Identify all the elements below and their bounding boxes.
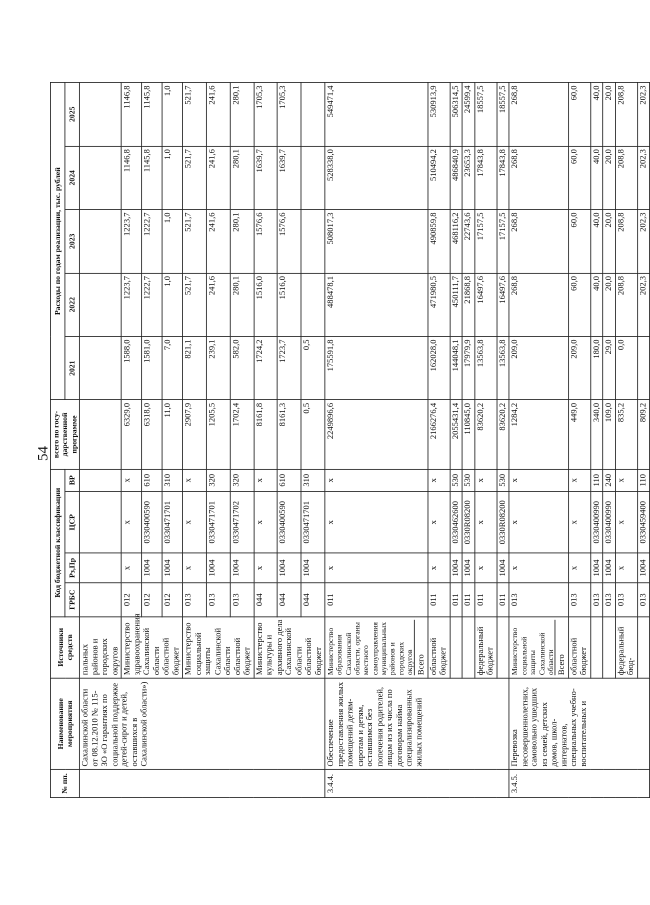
cell-rzpr: х bbox=[254, 553, 278, 583]
cell-year-2024: 20,0 bbox=[603, 146, 615, 209]
cell-rzpr: 1004 bbox=[591, 553, 603, 583]
cell-year-2023: 490859,8 bbox=[428, 210, 450, 273]
cell-year-2022: 1516,0 bbox=[254, 273, 278, 336]
cell-grbs: 013 bbox=[603, 583, 615, 617]
cell-csr: 0330400990 bbox=[603, 491, 615, 553]
cell-rzpr: х bbox=[183, 553, 207, 583]
cell-csr: 0330471702 bbox=[230, 491, 254, 553]
cell-rzpr: 1004 bbox=[162, 553, 182, 583]
cell-year-2021: 7,0 bbox=[162, 336, 182, 399]
cell-vr: 110 bbox=[591, 469, 603, 491]
cell-source bbox=[450, 616, 462, 678]
cell-source: Министерство образования Сахалинской области, органы местного самоуправления муниципальных районов и городских округов Всего bbox=[325, 616, 428, 678]
agency-label: Министерство культуры и архивного дела Сахалинской области bbox=[254, 619, 304, 676]
table-row bbox=[325, 82, 428, 797]
cell-vr: х bbox=[121, 469, 141, 491]
cell-year-2025: 1,0 bbox=[162, 82, 182, 146]
cell-year-2025: 1705,3 bbox=[277, 82, 301, 146]
source-label: областной бюджет bbox=[232, 637, 253, 676]
cell-year-2022: 521,7 bbox=[183, 273, 207, 336]
cell-csr: 0330459400 bbox=[637, 491, 649, 553]
cell-year-2021: 13563,8 bbox=[497, 336, 509, 399]
cell-rzpr: 1004 bbox=[230, 553, 254, 583]
cell-year-2022: 280,1 bbox=[230, 273, 254, 336]
cell-year-2025: 268,8 bbox=[509, 82, 568, 146]
cell-year-2021 bbox=[637, 336, 649, 399]
cell-year-2022: 16497,6 bbox=[475, 273, 497, 336]
cell-year-2025: 280,1 bbox=[230, 82, 254, 146]
cell-year-2023: 1,0 bbox=[162, 210, 182, 273]
cell-year-2021: 1723,7 bbox=[277, 336, 301, 399]
measure-name: Перевозка несовершеннолетних, самовольно ушедших из семей, детских домов, школ-интернатов, специальных учебно-воспитательных и bbox=[510, 687, 589, 767]
cell-vr: 320 bbox=[230, 469, 254, 491]
cell-year-2021: 239,1 bbox=[206, 336, 230, 399]
cell-year-2024: 23653,3 bbox=[462, 146, 474, 209]
cell-source bbox=[462, 616, 474, 678]
cell-grbs: 012 bbox=[162, 583, 182, 617]
cell-year-2023: 268,8 bbox=[509, 210, 568, 273]
header-2021: 2021 bbox=[65, 336, 80, 399]
header-source: Источники средств bbox=[50, 616, 79, 678]
header-total: всего по госу-дарственной программе bbox=[50, 400, 79, 469]
cell-vr: 530 bbox=[462, 469, 474, 491]
cell-year-2022 bbox=[301, 273, 325, 336]
cell-year-2023: 468116,2 bbox=[450, 210, 462, 273]
cell-rzpr: 1004 bbox=[603, 553, 615, 583]
cell-year-2025: 18557,5 bbox=[475, 82, 497, 146]
cell-vr: х bbox=[325, 469, 428, 491]
cell-rzpr: 1004 bbox=[497, 553, 509, 583]
cell-total: 2249896,6 bbox=[325, 400, 428, 469]
cell-rzpr: х bbox=[568, 553, 590, 583]
cell-year-2022: 60,0 bbox=[568, 273, 590, 336]
cell-year-2022: 40,0 bbox=[591, 273, 603, 336]
cell-empty bbox=[79, 583, 121, 617]
cell-year-2025: 20,0 bbox=[603, 82, 615, 146]
cell-vr: 110 bbox=[637, 469, 649, 491]
header-vr: ВР bbox=[65, 469, 80, 491]
cell-year-2025: 60,0 bbox=[568, 82, 590, 146]
cell-year-2021: 1588,0 bbox=[121, 336, 141, 399]
cell-year-2025: 241,6 bbox=[206, 82, 230, 146]
cell-total: 1284,2 bbox=[509, 400, 568, 469]
cell-source bbox=[183, 616, 254, 678]
cell-year-2023: 1223,7 bbox=[121, 210, 141, 273]
cell-year-2021: 582,0 bbox=[230, 336, 254, 399]
cell-num bbox=[79, 770, 324, 798]
cell-total: 0,5 bbox=[301, 400, 325, 469]
cell-total: 6329,0 bbox=[121, 400, 141, 469]
cell-csr: 0330471701 bbox=[301, 491, 325, 553]
cell-year-2024: 241,6 bbox=[206, 146, 230, 209]
header-grbs: ГРБС bbox=[65, 583, 80, 617]
cell-year-2021: 0,0 bbox=[615, 336, 637, 399]
cell-year-2023: 22743,6 bbox=[462, 210, 474, 273]
cell-grbs: 013 bbox=[615, 583, 637, 617]
cell-rzpr: 1004 bbox=[142, 553, 162, 583]
cell-year-2023: 40,0 bbox=[591, 210, 603, 273]
cell-year-2023: 20,0 bbox=[603, 210, 615, 273]
cell-year-2022: 202,3 bbox=[637, 273, 649, 336]
cell-grbs: 011 bbox=[462, 583, 474, 617]
cell-year-2021: 162028,0 bbox=[428, 336, 450, 399]
cell-year-2022: 471980,5 bbox=[428, 273, 450, 336]
cell-year-2021: 0,5 bbox=[301, 336, 325, 399]
cell-year-2025: 40,0 bbox=[591, 82, 603, 146]
cell-num: 3.4.5. bbox=[509, 770, 649, 798]
cell-csr: х bbox=[325, 491, 428, 553]
cell-empty bbox=[79, 469, 121, 491]
cell-total: 83620,2 bbox=[475, 400, 497, 469]
cell-source: областной бюджет bbox=[568, 616, 590, 678]
header-csr: ЦСР bbox=[65, 491, 80, 553]
cell-rzpr: х bbox=[121, 553, 141, 583]
cell-grbs: 012 bbox=[142, 583, 162, 617]
cell-year-2022: 488478,1 bbox=[325, 273, 428, 336]
cell-total: 1702,4 bbox=[230, 400, 254, 469]
cell-empty bbox=[79, 273, 121, 336]
cell-vr: 310 bbox=[162, 469, 182, 491]
cell-year-2023 bbox=[301, 210, 325, 273]
cell-total: 809,2 bbox=[637, 400, 649, 469]
cell-year-2023: 202,3 bbox=[637, 210, 649, 273]
cell-csr: х bbox=[568, 491, 590, 553]
cell-vr: 320 bbox=[206, 469, 230, 491]
cell-grbs: 011 bbox=[428, 583, 450, 617]
cell-source bbox=[121, 613, 182, 678]
cell-year-2025: 506314,5 bbox=[450, 82, 462, 146]
cell-year-2024: 268,8 bbox=[509, 146, 568, 209]
cell-total: 2166276,4 bbox=[428, 400, 450, 469]
cell-source bbox=[497, 616, 509, 678]
cell-year-2024: 60,0 bbox=[568, 146, 590, 209]
agency-label: Министерство образования Сахалинской области, органы местного самоуправления муниципальных районов и городских округов bbox=[326, 619, 415, 675]
cell-year-2025: 1146,8 bbox=[121, 82, 141, 146]
cell-rzpr: х bbox=[615, 553, 637, 583]
cell-year-2023: 1222,7 bbox=[142, 210, 162, 273]
cell-year-2023: 241,6 bbox=[206, 210, 230, 273]
cell-year-2022: 241,6 bbox=[206, 273, 230, 336]
rotated-table-sheet bbox=[50, 82, 649, 798]
cell-year-2023: 1576,6 bbox=[277, 210, 301, 273]
cell-year-2024: 202,3 bbox=[637, 146, 649, 209]
cell-grbs: 013 bbox=[568, 583, 590, 617]
cell-total: 6318,0 bbox=[142, 400, 162, 469]
cell-total: 1205,5 bbox=[206, 400, 230, 469]
cell-grbs: 044 bbox=[277, 583, 301, 617]
cell-csr: 0330400990 bbox=[591, 491, 603, 553]
cell-year-2021: 209,0 bbox=[568, 336, 590, 399]
cell-year-2022: 16497,6 bbox=[497, 273, 509, 336]
cell-year-2022: 1516,0 bbox=[277, 273, 301, 336]
cell-grbs: 013 bbox=[509, 583, 568, 617]
cell-name bbox=[509, 678, 649, 769]
header-2022: 2022 bbox=[65, 273, 80, 336]
cell-source: федеральный бюд- bbox=[615, 616, 637, 678]
cell-csr: 0330471701 bbox=[162, 491, 182, 553]
cell-year-2023: 60,0 bbox=[568, 210, 590, 273]
cell-year-2025: 1705,3 bbox=[254, 82, 278, 146]
cell-rzpr: х bbox=[325, 553, 428, 583]
cell-year-2023: 1576,6 bbox=[254, 210, 278, 273]
cell-vr: 310 bbox=[301, 469, 325, 491]
cell-empty bbox=[79, 553, 121, 583]
cell-rzpr: 1004 bbox=[450, 553, 462, 583]
cell-vr: 530 bbox=[497, 469, 509, 491]
cell-year-2025: 549471,4 bbox=[325, 82, 428, 146]
cell-year-2023: 508017,3 bbox=[325, 210, 428, 273]
page-number: 54 bbox=[35, 446, 52, 461]
cell-year-2023: 208,8 bbox=[615, 210, 637, 273]
cell-num: 3.4.4. bbox=[325, 770, 509, 798]
cell-empty bbox=[79, 210, 121, 273]
cell-year-2022: 450111,7 bbox=[450, 273, 462, 336]
cell-rzpr: х bbox=[428, 553, 450, 583]
cell-year-2024: 17843,8 bbox=[497, 146, 509, 209]
cell-year-2021: 821,1 bbox=[183, 336, 207, 399]
cell-year-2025: 18557,5 bbox=[497, 82, 509, 146]
table-body bbox=[79, 82, 649, 797]
cell-source: пальных районов и городских округов bbox=[79, 616, 121, 678]
cell-year-2024: 1145,8 bbox=[142, 146, 162, 209]
cell-rzpr: 1004 bbox=[301, 553, 325, 583]
cell-vr: 610 bbox=[277, 469, 301, 491]
cell-empty bbox=[79, 146, 121, 209]
cell-source bbox=[637, 616, 649, 678]
cell-total: 2055431,4 bbox=[450, 400, 462, 469]
cell-year-2022: 268,8 bbox=[509, 273, 568, 336]
cell-year-2024: 40,0 bbox=[591, 146, 603, 209]
cell-empty bbox=[79, 336, 121, 399]
header-2024: 2024 bbox=[65, 146, 80, 209]
cell-rzpr: 1004 bbox=[277, 553, 301, 583]
cell-year-2023: 280,1 bbox=[230, 210, 254, 273]
cell-year-2023: 17157,5 bbox=[475, 210, 497, 273]
cell-vr: х bbox=[254, 469, 278, 491]
cell-empty bbox=[79, 400, 121, 469]
cell-year-2021: 1724,2 bbox=[254, 336, 278, 399]
cell-empty bbox=[79, 82, 121, 146]
cell-name: Сахалинской области от 08.12.2010 № 115-ЗО «О гарантиях по социальной поддержке детей-сирот и детей, оставшихся в Сахалинской области») bbox=[79, 678, 324, 769]
cell-source bbox=[591, 616, 603, 678]
cell-year-2024: 17843,8 bbox=[475, 146, 497, 209]
cell-total: 340,0 bbox=[591, 400, 603, 469]
header-row-1 bbox=[50, 82, 65, 797]
cell-csr: х bbox=[254, 491, 278, 553]
cell-vr: 530 bbox=[450, 469, 462, 491]
cell-year-2024: 1,0 bbox=[162, 146, 182, 209]
cell-year-2025: 1145,8 bbox=[142, 82, 162, 146]
cell-source bbox=[254, 616, 325, 678]
cell-year-2024: 280,1 bbox=[230, 146, 254, 209]
cell-grbs: 011 bbox=[497, 583, 509, 617]
cell-csr: х bbox=[183, 491, 207, 553]
cell-vr: х bbox=[475, 469, 497, 491]
cell-year-2021: 209,0 bbox=[509, 336, 568, 399]
cell-grbs: 013 bbox=[591, 583, 603, 617]
agency-label: Министерство социальной защиты Сахалинской области bbox=[183, 622, 233, 676]
cell-year-2024: 1639,7 bbox=[277, 146, 301, 209]
budget-table bbox=[50, 82, 650, 798]
cell-grbs: 013 bbox=[206, 583, 230, 617]
source-label: областной бюджет bbox=[161, 637, 181, 676]
agency-label: Министерство здравоохранения Сахалинской области bbox=[122, 613, 162, 676]
cell-year-2022: 1223,7 bbox=[121, 273, 141, 336]
cell-year-2024: 1146,8 bbox=[121, 146, 141, 209]
cell-year-2024: 528338,0 bbox=[325, 146, 428, 209]
cell-year-2025: 521,7 bbox=[183, 82, 207, 146]
cell-total: 8161,8 bbox=[254, 400, 278, 469]
cell-rzpr: х bbox=[475, 553, 497, 583]
cell-year-2024: 1639,7 bbox=[254, 146, 278, 209]
cell-grbs: 012 bbox=[121, 583, 141, 617]
cell-csr: х bbox=[509, 491, 568, 553]
cell-total: 2907,9 bbox=[183, 400, 207, 469]
cell-year-2024 bbox=[301, 146, 325, 209]
cell-name bbox=[325, 678, 509, 769]
cell-grbs: 013 bbox=[230, 583, 254, 617]
cell-source: федеральный бюджет bbox=[475, 616, 497, 678]
cell-rzpr: 1004 bbox=[462, 553, 474, 583]
cell-total: 110845,0 bbox=[462, 400, 474, 469]
cell-year-2021: 29,0 bbox=[603, 336, 615, 399]
cell-csr: 0330R08200 bbox=[497, 491, 509, 553]
cell-year-2025: 530913,9 bbox=[428, 82, 450, 146]
cell-vr: 240 bbox=[603, 469, 615, 491]
cell-year-2023: 17157,5 bbox=[497, 210, 509, 273]
cell-vr: х bbox=[183, 469, 207, 491]
table-row bbox=[79, 82, 121, 797]
cell-csr: 0330462600 bbox=[450, 491, 462, 553]
cell-csr: х bbox=[615, 491, 637, 553]
cell-csr: 0330400590 bbox=[277, 491, 301, 553]
cell-total: 109,0 bbox=[603, 400, 615, 469]
cell-total: 83620,2 bbox=[497, 400, 509, 469]
cell-year-2025 bbox=[301, 82, 325, 146]
cell-csr: 0330400590 bbox=[142, 491, 162, 553]
cell-year-2022: 20,0 bbox=[603, 273, 615, 336]
cell-year-2021: 17979,9 bbox=[462, 336, 474, 399]
header-code-group: Код бюджетной классификации bbox=[50, 469, 65, 616]
cell-year-2022: 21868,8 bbox=[462, 273, 474, 336]
cell-csr: 0330R08200 bbox=[462, 491, 474, 553]
cell-year-2024: 521,7 bbox=[183, 146, 207, 209]
header-years-group: Расходы по годам реализации, тыс. рублей bbox=[50, 82, 65, 399]
cell-csr: х bbox=[475, 491, 497, 553]
cell-year-2023: 521,7 bbox=[183, 210, 207, 273]
cell-year-2021: 13563,8 bbox=[475, 336, 497, 399]
header-2023: 2023 bbox=[65, 210, 80, 273]
cell-source: Министерство социальной защиты Сахалинской области Всего bbox=[509, 616, 568, 678]
cell-total: 11,0 bbox=[162, 400, 182, 469]
cell-year-2024: 486840,9 bbox=[450, 146, 462, 209]
cell-source bbox=[603, 616, 615, 678]
cell-year-2021: 180,0 bbox=[591, 336, 603, 399]
cell-year-2021: 144048,1 bbox=[450, 336, 462, 399]
cell-total: 835,2 bbox=[615, 400, 637, 469]
cell-empty bbox=[79, 491, 121, 553]
table-row bbox=[509, 82, 568, 797]
header-name: Наименование мероприятия bbox=[50, 678, 79, 769]
cell-grbs: 013 bbox=[637, 583, 649, 617]
cell-year-2022: 1,0 bbox=[162, 273, 182, 336]
cell-rzpr: 1004 bbox=[206, 553, 230, 583]
cell-vr: х bbox=[568, 469, 590, 491]
cell-year-2024: 208,8 bbox=[615, 146, 637, 209]
header-num: № пп. bbox=[50, 770, 79, 798]
cell-grbs: 011 bbox=[325, 583, 428, 617]
cell-total: 8161,3 bbox=[277, 400, 301, 469]
source-label: областной бюджет bbox=[304, 637, 324, 676]
header-rzpr: Рз,Пр bbox=[65, 553, 80, 583]
cell-total: 449,0 bbox=[568, 400, 590, 469]
cell-year-2024: 510494,2 bbox=[428, 146, 450, 209]
cell-csr: х bbox=[121, 491, 141, 553]
measure-name: Обеспечение предоставления жилых помещений детям-сиротам и детям, оставшимся без попечения родителей, лицам из их числа по договорам найма специализированных жилых помещений bbox=[326, 682, 424, 767]
cell-source: областной бюджет bbox=[428, 616, 450, 678]
cell-vr: х bbox=[615, 469, 637, 491]
cell-grbs: 011 bbox=[475, 583, 497, 617]
cell-csr: х bbox=[428, 491, 450, 553]
cell-year-2025: 24599,4 bbox=[462, 82, 474, 146]
cell-vr: 610 bbox=[142, 469, 162, 491]
cell-vr: х bbox=[428, 469, 450, 491]
cell-year-2022: 208,8 bbox=[615, 273, 637, 336]
cell-year-2025: 202,3 bbox=[637, 82, 649, 146]
cell-rzpr: х bbox=[509, 553, 568, 583]
cell-year-2021: 1581,0 bbox=[142, 336, 162, 399]
cell-grbs: 044 bbox=[301, 583, 325, 617]
agency-label: Министерство социальной защиты Сахалинской области bbox=[511, 619, 556, 675]
cell-rzpr: 1004 bbox=[637, 553, 649, 583]
header-2025: 2025 bbox=[65, 82, 80, 146]
cell-grbs: 044 bbox=[254, 583, 278, 617]
cell-year-2025: 208,8 bbox=[615, 82, 637, 146]
cell-grbs: 013 bbox=[183, 583, 207, 617]
cell-vr: х bbox=[509, 469, 568, 491]
cell-year-2022: 1222,7 bbox=[142, 273, 162, 336]
cell-csr: 0330471701 bbox=[206, 491, 230, 553]
cell-grbs: 011 bbox=[450, 583, 462, 617]
cell-year-2021: 175591,8 bbox=[325, 336, 428, 399]
